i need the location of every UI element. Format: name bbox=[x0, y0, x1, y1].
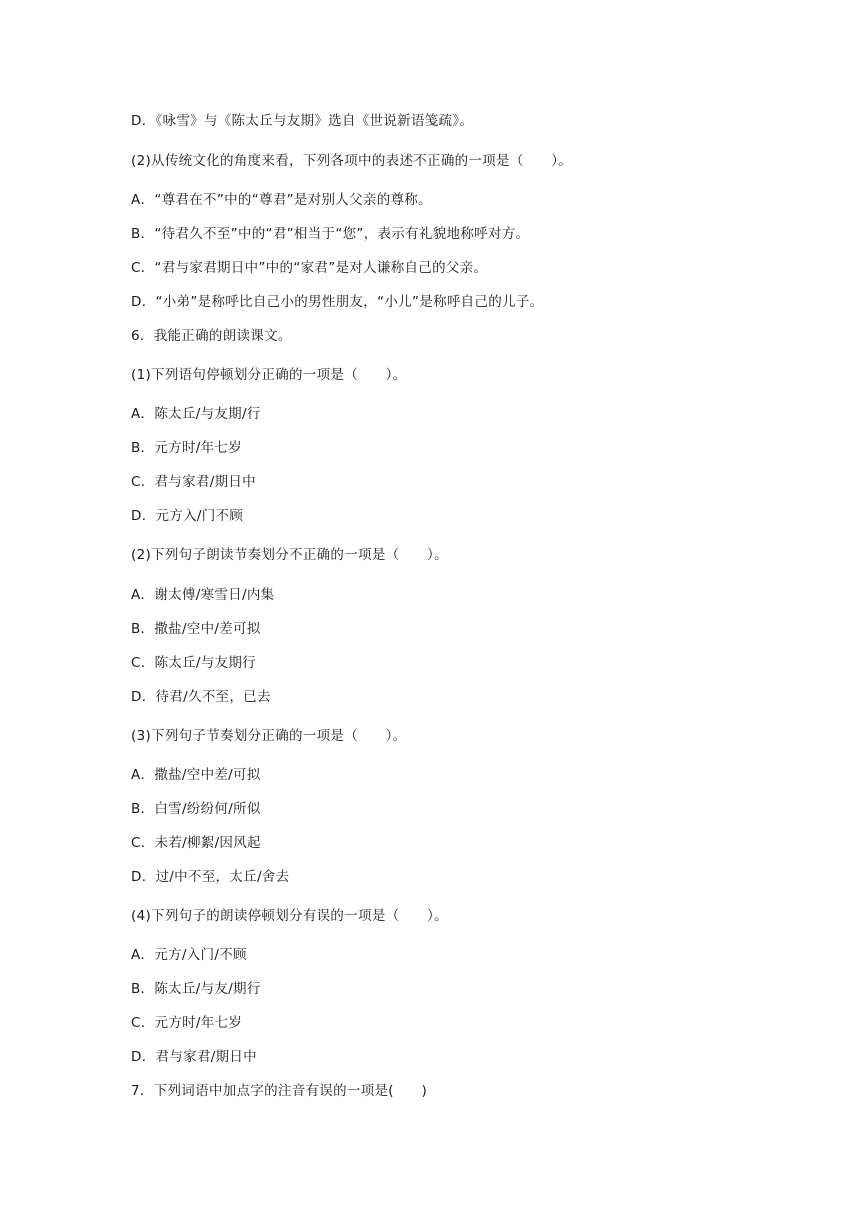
option-c-line: C．君与家君/期日中 bbox=[131, 474, 256, 490]
question-6-heading: 6．我能正确的朗读课文。 bbox=[131, 328, 292, 344]
option-b-line: B．“待君久不至”中的“君”相当于“您”，表示有礼貌地称呼对方。 bbox=[131, 226, 530, 242]
option-d-line: D．“小弟”是称呼比自己小的男性朋友，“小儿”是称呼自己的儿子。 bbox=[131, 294, 544, 310]
option-b-line: B．白雪/纷纷何/所似 bbox=[131, 801, 261, 817]
question-6-1-stem: (1)下列语句停顿划分正确的一项是（ ）。 bbox=[131, 367, 407, 383]
question-5-2-stem: (2)从传统文化的角度来看，下列各项中的表述不正确的一项是（ ）。 bbox=[131, 153, 573, 169]
question-6-4-stem: (4)下列句子的朗读停顿划分有误的一项是（ ）。 bbox=[131, 908, 448, 924]
option-a-line: A．陈太丘/与友期/行 bbox=[131, 406, 261, 422]
option-b-line: B．元方时/年七岁 bbox=[131, 440, 243, 456]
option-a-line: A．元方/入门/不顾 bbox=[131, 947, 247, 963]
question-7-heading: 7．下列词语中加点字的注音有误的一项是( ) bbox=[131, 1083, 428, 1099]
question-6-3-stem: (3)下列句子节奏划分正确的一项是（ ）。 bbox=[131, 728, 407, 744]
question-6-2-stem: (2)下列句子朗读节奏划分不正确的一项是（ ）。 bbox=[131, 547, 448, 563]
option-d-line: D．元方入/门不顾 bbox=[131, 508, 244, 524]
option-d-line: D．君与家君/期日中 bbox=[131, 1049, 257, 1065]
option-a-line: A．撒盐/空中差/可拟 bbox=[131, 767, 261, 783]
option-c-line: C．陈太丘/与友期行 bbox=[131, 655, 256, 671]
option-c-line: C．“君与家君期日中”中的“家君”是对人谦称自己的父亲。 bbox=[131, 260, 488, 276]
option-b-line: B．撒盐/空中/差可拟 bbox=[131, 621, 261, 637]
option-d-line: D．过/中不至，太丘/舍去 bbox=[131, 869, 290, 885]
option-d-line: D．《咏雪》与《陈太丘与友期》选自《世说新语笺疏》。 bbox=[131, 113, 474, 129]
option-c-line: C．元方时/年七岁 bbox=[131, 1015, 243, 1031]
option-a-line: A．“尊君在不”中的“尊君”是对别人父亲的尊称。 bbox=[131, 192, 432, 208]
option-d-line: D．待君/久不至，已去 bbox=[131, 689, 271, 705]
option-a-line: A．谢太傅/寒雪日/内集 bbox=[131, 587, 275, 603]
option-b-line: B．陈太丘/与友/期行 bbox=[131, 981, 261, 997]
option-c-line: C．未若/柳絮/因风起 bbox=[131, 835, 261, 851]
